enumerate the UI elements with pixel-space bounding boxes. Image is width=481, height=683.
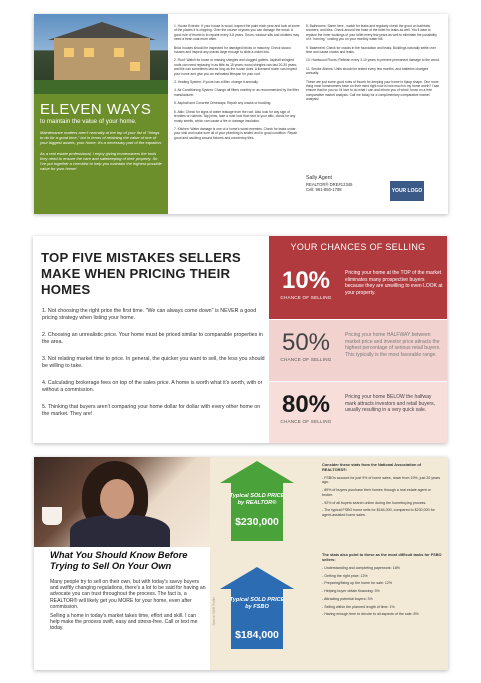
- checklist-item: 5. Asphalt and Concrete Driveways: Repair any cracks or buckling.: [174, 101, 272, 106]
- mistake-item: 5. Thinking that buyers aren't comparing your home dollar for dollar with every other home on the market. They are!: [42, 404, 261, 417]
- chance-label: CHANCE OF SELLING: [280, 419, 332, 424]
- chance-description: Pricing your home HALFWAY between market price and investor price attracts the highest percentage of serious retail buyers. This typically is the most favorable range.: [345, 332, 441, 358]
- intro-paragraph: As a real estate professional, I enjoy giving homeowners the tools they need to ensure the care and safekeeping of their property. So I've put together a checklist to help you maintain the highest possible value for your home!: [40, 150, 162, 172]
- checklist-item: 6. Attic: Check for signs of water leakage from the roof. Also look for any sign of termites or rodents. Tap joints, take a note look that next to your attic, check for any musty smells, which can cause a fire or damage insulation.: [174, 109, 296, 123]
- woman-photo: [34, 457, 210, 547]
- flyer-subheading: to maintain the value of your home.: [40, 118, 137, 125]
- fsbo-paragraph: Many people try to sell on their own, but with today's savvy buyers and swiftly changing regulations, there's a lot to be said for having an advocate you can trust throughout the process. The fact is, a REALTOR® will likely get you MORE for your home, even after commission.: [50, 579, 206, 610]
- checklist-item: 1. House Exterior: If your house is wood, inspect the paint each year and look at some of the places it is chipping. Over the course of years you can damage the wood. A good rule of thumb is to repaint every 3-8 years. Doors, window sills and shutters may need a fresh coat more often.: [174, 24, 300, 42]
- logo-placeholder: YOUR LOGO: [390, 181, 424, 201]
- stats-heading: Consider these stats from the National Association of REALTORS®:: [322, 462, 422, 472]
- checklist-item: 10. Hardwood Floors: Refinish every 3-10 years to prevent permanent damage to the wood.: [306, 58, 440, 63]
- checklist-item: Brick houses should be inspected for damaged bricks or masonry. Check stucco houses and inspect any cracks large enough to slide a nickel into.: [174, 45, 291, 55]
- checklist-column-left: [174, 24, 300, 144]
- chance-percent: 50%: [281, 329, 331, 356]
- mistake-item: 4. Calculating brokerage fees on top of the sales price. A home is worth what it's worth, with or without a commission.: [42, 380, 263, 393]
- agent-phone: Cell: 961-650-1798: [306, 187, 342, 192]
- arrow-body: [231, 483, 283, 541]
- intro-paragraph: Maintenance matters aren't normally at the top of your list of "things to do for a good time," but in terms of retaining the value of one of your biggest assets, your home, it's a necessary part of the equation.: [40, 130, 162, 146]
- house-window: [130, 62, 140, 71]
- chances-panel: [269, 236, 447, 443]
- mistake-item: 1. Not choosing the right price the first time. "We can always come down" is NEVER a good pricing strategy when listing your home.: [42, 308, 257, 321]
- flyer-heading: ELEVEN WAYS: [40, 101, 152, 118]
- arrow-value: $230,000: [235, 516, 279, 528]
- house-window: [84, 48, 94, 57]
- checklist-item: 11. Smoke Alarms: Units should be tested every few months, and batteries changed annually.: [306, 66, 429, 76]
- chance-description: Pricing your home BELOW the halfway mark attracts investors and retail buyers, usually resulting in a very quick sale.: [345, 394, 436, 413]
- checklist-item: 7. Kitchen: Water damage is one of a home's worst enemies. Check for leaks under your sink and make sure all of your plumbing is sealed and in good condition. Repair grout and caulking around fixtures and countertop tiles.: [174, 126, 298, 140]
- stat-item: - The typical FSBO home sells for $184,000, compared to $230,000 for agent-assisted home sales.: [322, 508, 435, 517]
- arrow-label: Typical SOLD PRICE by REALTOR®: [229, 493, 285, 506]
- fsbo-tasks: [322, 553, 442, 620]
- chance-row-top: [269, 258, 447, 319]
- photo-sweater: [70, 515, 170, 547]
- eleven-ways-flyer: [34, 14, 448, 214]
- chance-label: CHANCE OF SELLING: [280, 295, 332, 300]
- house-lawn: [34, 80, 168, 94]
- closing-paragraph: These are just some good rules of thumb for keeping your home in tiptop shape. One more thing most homeowners have on their mind right now is how much is my home worth? I can ensure that for you so I'd love to do what I can and inform you of what I know on a free comparative market analysis. Call me today for a complimentary comparative market analysis!: [306, 79, 440, 102]
- stat-item: - FSBOs account for just 9% of home sales, down from 19%, just 20 years ago.: [322, 475, 441, 485]
- flyer-title: TOP FIVE MISTAKES SELLERS MAKE WHEN PRICING THEIR HOMES: [41, 250, 241, 297]
- arrow-value: $184,000: [235, 629, 279, 641]
- task-item: - Having enough time to devote to all aspects of the sale: 8%: [322, 612, 419, 617]
- checklist-column-right: [306, 24, 440, 106]
- fsbo-heading: What You Should Know Before Trying to Sell On Your Own: [50, 549, 188, 571]
- house-window: [64, 48, 74, 57]
- fsbo-paragraph: Selling a home in today's market takes time, effort and skill. I can help make the process swift, easy and stress-free. Call or text me today.: [50, 613, 198, 632]
- coffee-cup-icon: [42, 507, 62, 525]
- chance-row-middle: [269, 320, 447, 381]
- checklist-item: 3. Heating System: If yours has a filter, change it annually.: [174, 80, 259, 85]
- nar-stats: [322, 463, 442, 521]
- pricing-mistakes-flyer: [33, 236, 447, 443]
- task-item: - Understanding and completing paperwork: 18%: [322, 565, 400, 570]
- fsbo-flyer: [34, 457, 448, 670]
- agent-contact: [306, 176, 352, 193]
- mistake-item: 3. Not relating market time to price. In general, the quicker you want to sell, the less you should be willing to take.: [42, 356, 265, 369]
- intro-panel: [34, 94, 168, 214]
- photo-face: [100, 479, 134, 519]
- checklist-item: 9. Basement: Check for cracks in the foundation and leaks. Buildings naturally settle over time and cause cracks and leaks.: [306, 45, 436, 55]
- task-item: - Helping buyer obtain financing: 3%: [322, 589, 380, 594]
- chance-description: Pricing your home at the TOP of the market eliminates many prospective buyers because they are unwilling to even LOOK at your property.: [345, 270, 443, 296]
- stat-item: - 92% of all buyers search online during the homebuying process.: [322, 500, 427, 505]
- chances-title: YOUR CHANCES OF SELLING: [269, 236, 447, 258]
- fsbo-left-panel: [34, 457, 210, 670]
- task-item: - Selling within the planned length of time: 1%: [322, 604, 395, 609]
- checklist-item: 4. Air Conditioning System: Change all filters monthly or as recommended by the filter manufacturer.: [174, 88, 299, 97]
- task-item: - Attracting potential buyers: 3%: [322, 596, 373, 601]
- checklist-item: 8. Bathrooms: Same here - watch for leaks and regularly check the grout on bathtubs, showers, and tiles. Check around the base of the toilet for leaks as well. You'll want to replace the inner workings of your toilet every few years as well to eliminate the possibility of it "running," costing you on your monthly water bill.: [306, 24, 437, 42]
- tasks-heading: The stats also point to these as the most difficult tasks for FSBO sellers:: [322, 552, 442, 562]
- arrow-head: [220, 461, 294, 483]
- house-facade: [54, 38, 150, 80]
- chance-percent: 80%: [281, 391, 331, 418]
- chance-label: CHANCE OF SELLING: [280, 357, 332, 362]
- arrow-label: Typical SOLD PRICE by FSBO: [229, 597, 285, 610]
- agent-title: REALTOR® DRE#12345: [306, 181, 353, 187]
- task-item: - Preparing/fixing up the home for sale: 12%: [322, 581, 393, 586]
- source-credit: Source: NAR Profile: [212, 597, 216, 626]
- house-window: [114, 48, 124, 57]
- arrow-head: [220, 567, 294, 589]
- mistake-item: 2. Choosing an unrealistic price. Your home must be priced similar to comparable properties in the area.: [42, 332, 263, 345]
- task-item: - Getting the right price: 13%: [322, 573, 368, 578]
- agent-name: Sally Agent: [306, 175, 332, 181]
- stat-item: - 89% of buyers purchase their homes through a real estate agent or broker.: [322, 488, 431, 497]
- checklist-item: 2. Roof: Watch for loose or missing shingles and clogged gutters. Asphalt shingled roofs can need replacing in as little as 15 years; wood shingles can last 20-30 years; and tile can sometimes last as long as the house does. A licensed roofer can inspect your home and give you an estimated lifespan for your roof.: [174, 58, 297, 76]
- chance-row-bottom: [269, 382, 447, 443]
- house-photo: [34, 14, 168, 94]
- chance-percent: 10%: [281, 267, 331, 294]
